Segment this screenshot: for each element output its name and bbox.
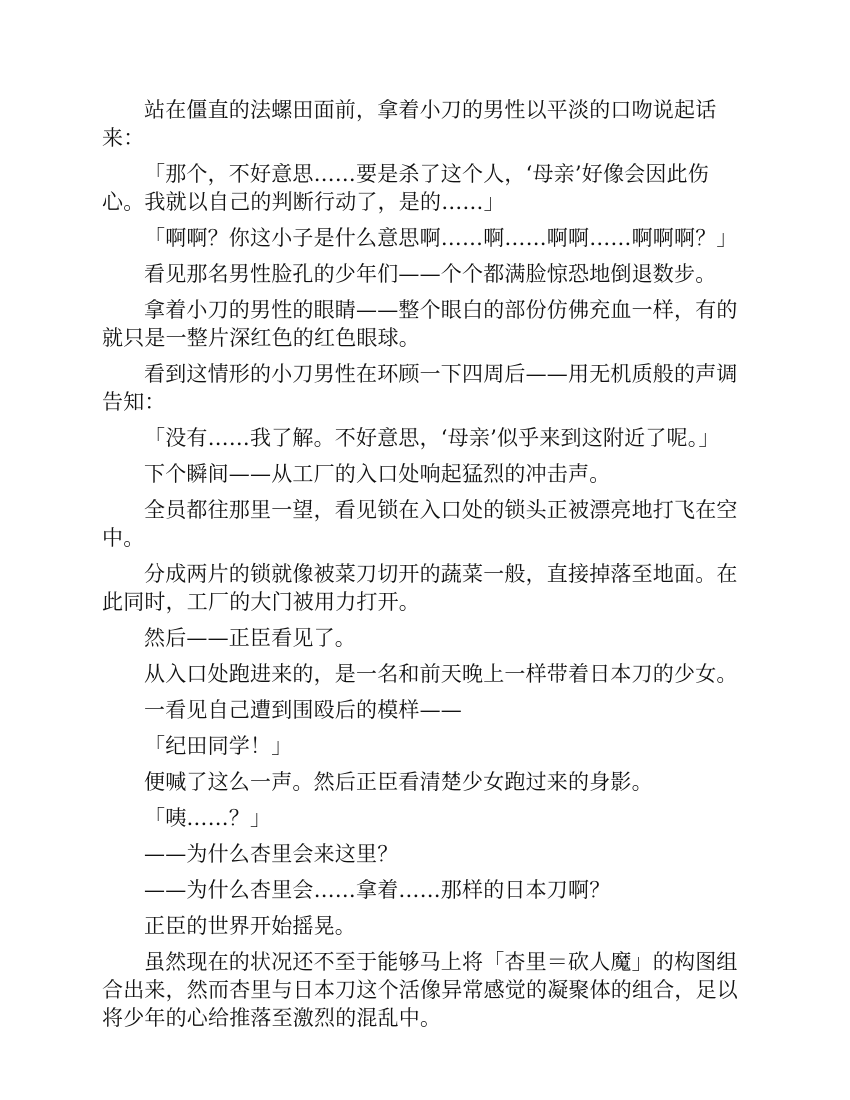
paragraph: 然后——正臣看见了。 [144, 626, 356, 650]
paragraph: 看见那名男性脸孔的少年们——个个都满脸惊恐地倒退数步。 [144, 262, 717, 286]
paragraph: 「那个，不好意思……要是杀了这个人，‘母亲’好像会因此伤心。我就以自己的判断行动了，是的……」 [102, 162, 709, 214]
paragraph: ——为什么杏里会……拿着……那样的日本刀啊？ [144, 878, 611, 902]
paragraph: 从入口处跑进来的，是一名和前天晚上一样带着日本刀的少女。 [144, 662, 738, 686]
paragraph: 站在僵直的法螺田面前，拿着小刀的男性以平淡的口吻说起话来： [102, 98, 717, 150]
paragraph: 正臣的世界开始摇晃。 [144, 914, 356, 938]
paragraph: 虽然现在的状况还不至于能够马上将「杏里＝砍人魔」的构图组合出来，然而杏里与日本刀这个活像异常感觉的凝聚体的组合，足以将少年的心给推落至激烈的混乱中。 [102, 950, 738, 1030]
paragraph: 「啊啊？你这小子是什么意思啊……啊……啊啊……啊啊啊？」 [144, 226, 738, 250]
paragraph: 「纪田同学！」 [144, 734, 293, 758]
paragraph: 一看见自己遭到围殴后的模样—— [144, 698, 462, 722]
document-page [102, 96, 748, 1056]
paragraph: 看到这情形的小刀男性在环顾一下四周后——用无机质般的声调告知： [102, 362, 738, 414]
paragraph: 「没有……我了解。不好意思，‘母亲’似乎来到这附近了呢。」 [144, 426, 720, 450]
paragraph: 全员都往那里一望，看见锁在入口处的锁头正被漂亮地打飞在空中。 [102, 498, 738, 550]
paragraph: 拿着小刀的男性的眼睛——整个眼白的部份仿佛充血一样，有的就只是一整片深红色的红色眼球。 [102, 298, 738, 350]
paragraph: 「咦……？」 [144, 806, 272, 830]
paragraph: ——为什么杏里会来这里？ [144, 842, 399, 866]
paragraph: 便喊了这么一声。然后正臣看清楚少女跑过来的身影。 [144, 770, 653, 794]
paragraph: 分成两片的锁就像被菜刀切开的蔬菜一般，直接掉落至地面。在此同时，工厂的大门被用力打开。 [102, 562, 738, 614]
paragraph: 下个瞬间——从工厂的入口处响起猛烈的冲击声。 [144, 462, 611, 486]
